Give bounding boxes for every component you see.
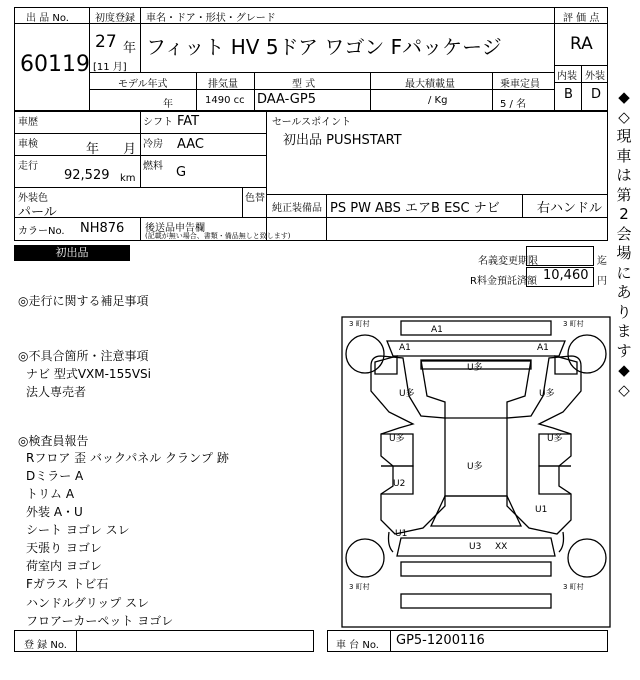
mark-label: U多 [389, 434, 405, 444]
fuel-label: 燃料 [143, 161, 163, 172]
inspection-value: 年 月 [86, 142, 137, 157]
mark-label: A1 [399, 343, 411, 353]
color-change-label: 色替 [245, 193, 265, 204]
corner-label: 3 町村 [349, 583, 370, 591]
shift-value: FAT [177, 114, 200, 129]
rear-right-wheel [568, 539, 606, 577]
exterior-grade: D [591, 87, 602, 102]
front-left-wheel [346, 335, 384, 373]
registration-year: 27 [95, 32, 117, 52]
inspection-label: 車検 [18, 139, 38, 150]
recycle-label: R料金預託済額 [470, 276, 537, 287]
inspector-title: ◎検査員報告 [18, 434, 89, 448]
car-name: フィット HV 5ドア ワゴン Fパッケージ [146, 35, 502, 59]
first-listing-badge: 初出品 [14, 245, 130, 261]
rear-left-wheel [346, 539, 384, 577]
damage-diagram [341, 316, 611, 628]
equipment-value: PS PW ABS エアB ESC ナビ [330, 201, 500, 216]
sales-point-label: セールスポイント [272, 117, 352, 128]
mileage-label: 走行 [18, 161, 38, 172]
first-registration-label: 初度登録 [95, 13, 135, 24]
aftermarket-note: (記載が無い場合、書類・備品無しと致します) [145, 232, 291, 240]
exterior-color-label: 外装色 [18, 193, 48, 204]
inspector-line: トリム A [26, 487, 75, 501]
inspector-line: 天張り ヨゴレ [26, 541, 102, 555]
mark-label: U1 [535, 505, 548, 515]
inspector-line: 外装 A・U [26, 505, 83, 519]
car-name-label: 車名・ドア・形状・グレード [146, 13, 276, 24]
history-label: 車歴 [18, 117, 38, 128]
inspector-line: Rフロア 歪 バックパネル クランプ 跡 [26, 451, 229, 465]
registration-month: [11 月] [93, 62, 127, 73]
chassis-value: GP5-1200116 [396, 633, 485, 648]
max-load-unit: / Kg [428, 95, 448, 106]
right-rear-door [539, 466, 571, 494]
max-load-label: 最大積載量 [405, 79, 455, 90]
aftermarket-label: 後送品申告欄 [145, 223, 205, 234]
displacement-value: 1490 cc [205, 95, 245, 106]
mark-label: U多 [547, 434, 563, 444]
steering-value: 右ハンドル [537, 201, 603, 216]
left-headlight [375, 356, 397, 374]
exterior-color-value: パール [18, 205, 57, 220]
corner-label: 3 町村 [563, 320, 584, 328]
front-bumper-top [401, 321, 551, 335]
venue-banner: ◆◇現車は第2会場にあります◆◇ [616, 88, 632, 399]
mark-label: U1 [395, 529, 408, 539]
model-year-unit: 年 [163, 99, 173, 110]
recycle-value: 10,460 [543, 268, 589, 283]
rating-value: RA [570, 34, 593, 54]
color-number-label: カラーNo. [18, 226, 65, 237]
registration-year-unit: 年 [123, 41, 137, 56]
defects-title: ◎不具合箇所・注意事項 [18, 349, 149, 363]
mark-label: U多 [467, 363, 483, 373]
defect-line: 法人専売者 [26, 385, 87, 399]
mark-label: XX [495, 542, 508, 552]
supplement-title: ◎走行に関する補足事項 [18, 294, 149, 308]
rating-label: 評 価 点 [563, 13, 600, 24]
corner-label: 3 町村 [349, 320, 370, 328]
ac-label: 冷房 [143, 139, 163, 150]
interior-label: 内装 [557, 71, 577, 82]
inspector-line: Dミラー A [26, 469, 84, 483]
displacement-label: 排気量 [208, 79, 238, 90]
type-value: DAA-GP5 [257, 92, 316, 107]
capacity-label: 乗車定員 [500, 79, 540, 90]
mark-label: U多 [539, 389, 555, 399]
inspector-line: Fガラス トビ石 [26, 577, 109, 591]
exterior-label: 外装 [585, 71, 605, 82]
front-right-wheel [568, 335, 606, 373]
right-quarter [559, 532, 564, 552]
name-change-box [526, 246, 594, 266]
body-outline [371, 356, 581, 534]
model-year-label: モデル年式 [118, 79, 168, 90]
corner-label: 3 町村 [563, 583, 584, 591]
inspector-line: フロアーカーペット ヨゴレ [26, 614, 174, 628]
lot-number: 60119 [20, 52, 90, 77]
type-label: 型 式 [292, 79, 316, 90]
rear-bumper [401, 562, 551, 576]
color-number-value: NH876 [80, 221, 125, 236]
name-change-label: 名義変更期限 [478, 256, 538, 267]
mark-label: U多 [399, 389, 415, 399]
lot-label: 出 品 No. [26, 13, 69, 24]
right-headlight [555, 356, 577, 374]
recycle-unit: 円 [597, 276, 607, 287]
mark-label: U3 [469, 542, 482, 552]
rear-bumper-bottom [401, 594, 551, 608]
mark-label: U2 [393, 479, 406, 489]
capacity-value: 5 / 名 [500, 99, 527, 110]
equipment-label: 純正装備品 [272, 203, 322, 214]
interior-grade: B [564, 87, 573, 102]
defect-line: ナビ 型式VXM-155VSi [26, 367, 151, 381]
inspector-line: シート ヨゴレ スレ [26, 523, 130, 537]
mark-label: U多 [467, 462, 483, 472]
mark-label: A1 [537, 343, 549, 353]
shift-label: シフト [143, 117, 173, 128]
inspector-line: 荷室内 ヨゴレ [26, 559, 102, 573]
mark-label: A1 [431, 325, 443, 335]
inspector-line: ハンドルグリップ スレ [26, 596, 150, 610]
sales-point-value: 初出品 PUSHSTART [283, 133, 402, 148]
fuel-value: G [176, 165, 187, 180]
ac-value: AAC [177, 137, 204, 152]
left-quarter [389, 532, 394, 552]
chassis-label: 車 台 No. [336, 640, 379, 651]
name-change-suffix: 迄 [597, 256, 607, 267]
roof [445, 418, 507, 496]
registration-label: 登 録 No. [24, 640, 67, 651]
mileage-unit: km [120, 173, 136, 184]
mileage-value: 92,529 [64, 168, 110, 183]
